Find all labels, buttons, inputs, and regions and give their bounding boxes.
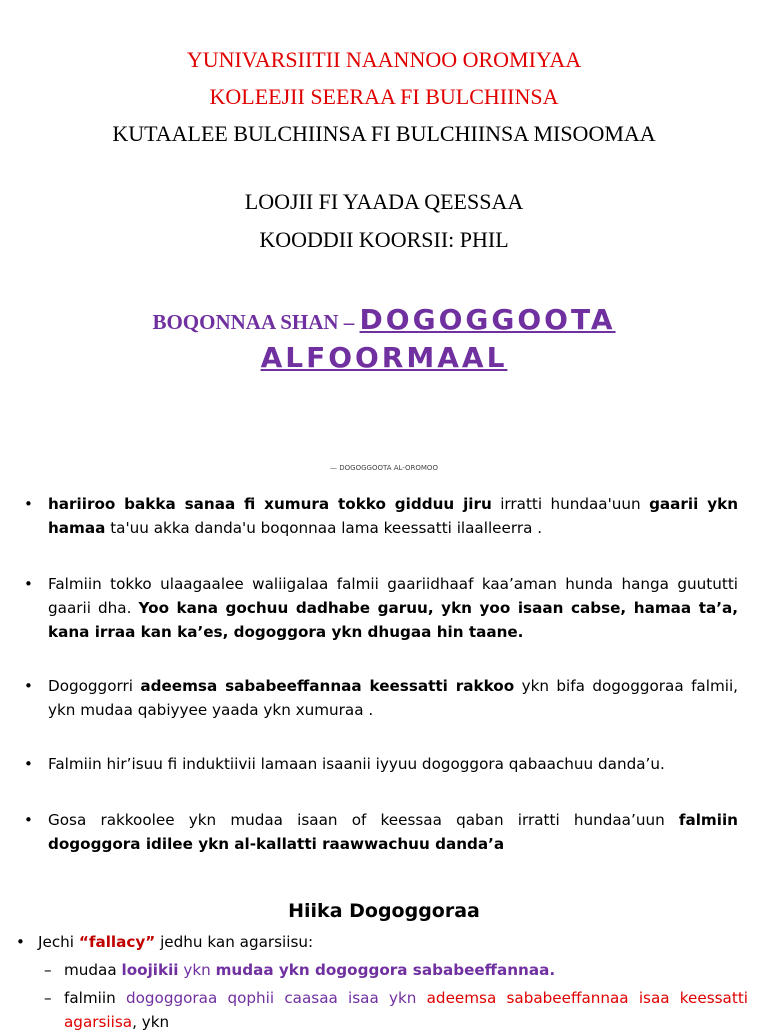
bullet-4-text: Falmiin hir’isuu fi induktiivii lamaan isaanii iyyuu dogoggora qabaachuu danda’u. <box>48 755 665 773</box>
bullet-1-bold2: gaarii ykn hamaa <box>48 495 739 537</box>
bullet-1 <box>48 492 738 540</box>
bullet-dot: • <box>24 755 33 773</box>
sub-1-text: mudaa <box>64 961 122 979</box>
dash-marker: – <box>44 989 52 1007</box>
section-intro <box>38 930 313 954</box>
bullet-1-bold: hariiroo bakka sanaa fi xumura tokko gidduu jiru <box>48 495 492 513</box>
chapter-title-main: DOGOGGOOTA <box>359 303 616 336</box>
bullet-2-bold: Yoo kana gochuu dadhabe garuu, ykn yoo isaan cabse, hamaa ta’a, kana irraa kan ka’es, dogoggora ykn dhugaa hin taane. <box>48 599 738 641</box>
bullet-3-text2: ykn bifa dogoggoraa falmii, ykn mudaa qabiyyee yaada ykn xumuraa . <box>48 677 739 719</box>
college-name: KOLEEJII SEERAA FI BULCHIINSA <box>209 84 559 109</box>
sub-1-purple: loojikii <box>121 961 179 979</box>
bullet-dot: • <box>24 677 33 695</box>
sub-1-text2: ykn <box>178 961 216 979</box>
bullet-3 <box>48 674 738 722</box>
slide-caption: — DOGOGGOOTA AL-OROMOO <box>330 464 438 472</box>
department-name: KUTAALEE BULCHIINSA FI BULCHIINSA MISOOMAA <box>112 121 656 146</box>
sub-1-purple2: mudaa ykn dogoggora sababeeffannaa. <box>215 961 556 979</box>
sub-item-2 <box>64 986 748 1034</box>
bullet-5 <box>48 808 738 856</box>
bullet-dot: • <box>24 811 33 829</box>
bullet-4 <box>48 752 738 776</box>
chapter-prefix: BOQONNAA SHAN – <box>152 310 360 334</box>
university-name: YUNIVARSIITII NAANNOO OROMIYAA <box>186 47 582 72</box>
bullet-5-bold: falmiin dogoggora idilee ykn al-kallatti raawwachuu danda’a <box>48 811 738 853</box>
chapter-title-line1 <box>0 302 768 342</box>
sub-2-text: falmiin <box>64 989 126 1007</box>
sub-2-text3: , ykn <box>132 1013 170 1031</box>
bullet-2 <box>48 572 738 644</box>
course-code: KOODDII KOORSII: PHIL <box>259 227 509 252</box>
chapter-title-line2 <box>0 340 768 380</box>
bullet-dot: • <box>24 575 33 593</box>
bullet-1-text: irratti hundaa'uun <box>491 495 650 513</box>
bullet-dot: • <box>24 495 33 513</box>
sub-2-red: adeemsa sababeeffannaa isaa keessatti <box>426 989 748 1007</box>
section-heading: Hiika Dogoggoraa <box>288 900 480 922</box>
fallacy-term: “fallacy” <box>78 933 156 951</box>
dash-marker: – <box>44 961 52 979</box>
sub-2-purple: dogoggoraa qophii caasaa isaa <box>125 989 379 1007</box>
bullet-3-bold: adeemsa sababeeffannaa keessatti rakkoo <box>140 677 515 695</box>
sub-2-text2: ykn <box>378 989 427 1007</box>
sub-2-red2: agarsiisa <box>64 1013 133 1031</box>
sub-item-1 <box>64 958 555 982</box>
bullet-dot: • <box>16 933 25 951</box>
chapter-title-main-cont: ALFOORMAAL <box>260 341 508 374</box>
bullet-2-text: Falmiin tokko ulaagaalee waliigalaa falmii gaariidhaaf kaa’aman hunda hanga guututti gaarii dha. <box>48 575 738 617</box>
bullet-5-text: Gosa rakkoolee ykn mudaa isaan of keessaa qaban irratti hundaa’uun <box>48 811 679 829</box>
intro-text: Jechi <box>38 933 79 951</box>
intro-text2: jedhu kan agarsiisu: <box>155 933 314 951</box>
bullet-1-text2: ta'uu akka danda'u boqonnaa lama keessatti ilaalleerra . <box>105 519 543 537</box>
course-title: LOOJII FI YAADA QEESSAA <box>244 189 524 214</box>
bullet-3-text: Dogoggorri <box>48 677 141 695</box>
